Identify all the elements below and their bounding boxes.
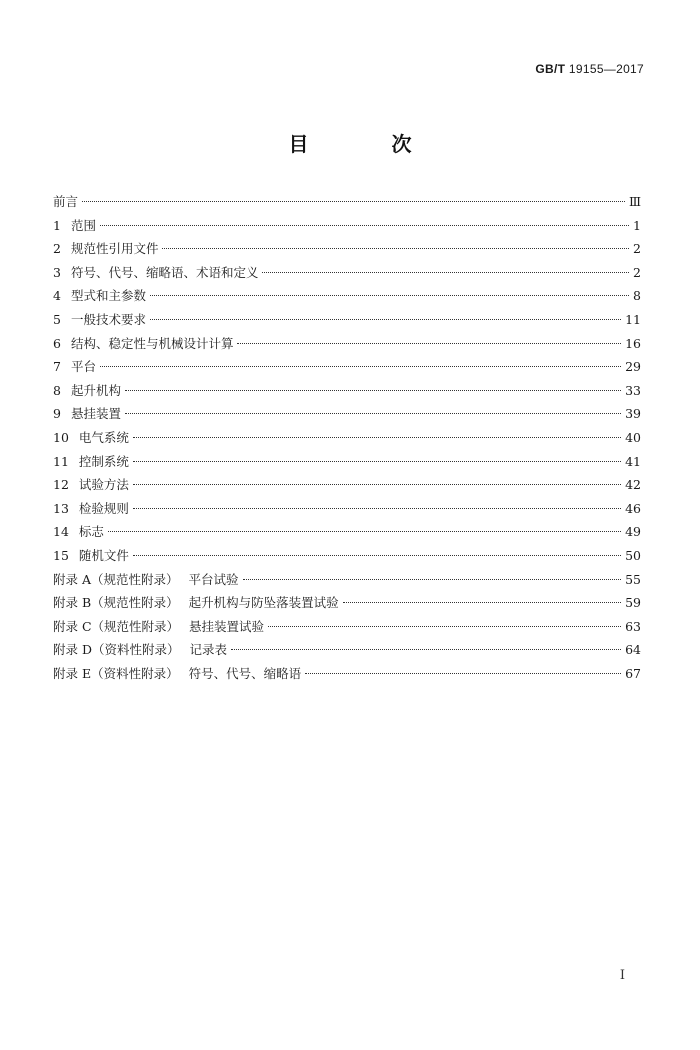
- toc-entry-label: 标志: [78, 524, 104, 540]
- toc-entry-page: 49: [625, 524, 641, 540]
- page-number: I: [619, 968, 625, 983]
- toc-dot-leader: [243, 579, 622, 580]
- toc-entry-page: 59: [625, 595, 641, 611]
- toc-entry-label: 平台试验: [188, 571, 239, 587]
- toc-entry-label: 符号、代号、缩略语: [188, 665, 302, 681]
- toc-entry-label: 结构、稳定性与机械设计计算: [70, 335, 234, 351]
- toc-entry-page: 11: [625, 311, 641, 327]
- toc-dot-leader: [82, 201, 625, 202]
- toc-entry-number: 15: [53, 547, 69, 563]
- toc-title: 目 次: [288, 132, 450, 156]
- toc-entry-page: 33: [625, 382, 641, 398]
- table-of-contents: [53, 190, 641, 685]
- toc-entry-number: 4: [53, 288, 61, 304]
- toc-entry[interactable]: [53, 379, 641, 403]
- toc-entry-number: 附录 D（资料性附录）: [53, 642, 180, 658]
- toc-entry[interactable]: [53, 402, 641, 426]
- toc-entry-number: 1: [53, 217, 61, 233]
- toc-entry[interactable]: [53, 544, 641, 568]
- toc-entry-number: 5: [53, 311, 61, 327]
- toc-dot-leader: [343, 602, 621, 603]
- toc-entry-number: 11: [53, 453, 69, 469]
- standard-number: 19155—2017: [568, 62, 644, 76]
- toc-entry[interactable]: [53, 426, 641, 450]
- toc-dot-leader: [100, 225, 629, 226]
- toc-entry-label: 平台: [70, 359, 96, 375]
- toc-entry-label: 起升机构与防坠落装置试验: [188, 595, 339, 611]
- toc-entry-number: 附录 B（规范性附录）: [53, 595, 179, 611]
- toc-entry-label: 控制系统: [78, 453, 129, 469]
- toc-dot-leader: [162, 248, 629, 249]
- toc-dot-leader: [268, 626, 621, 627]
- toc-entry-page: 67: [625, 665, 641, 681]
- toc-entry-number: 3: [53, 264, 61, 280]
- toc-entry-number: 6: [53, 335, 61, 351]
- toc-dot-leader: [150, 319, 621, 320]
- toc-dot-leader: [133, 508, 621, 509]
- toc-entry-label: 试验方法: [78, 477, 129, 493]
- toc-entry[interactable]: [53, 662, 641, 686]
- toc-entry-page: 46: [625, 500, 641, 516]
- toc-dot-leader: [125, 390, 621, 391]
- toc-entry-number: 10: [53, 429, 69, 445]
- toc-entry-label: 规范性引用文件: [70, 241, 159, 257]
- toc-entry-number: 2: [53, 241, 61, 257]
- toc-entry[interactable]: [53, 355, 641, 379]
- toc-entry-label: 起升机构: [70, 382, 121, 398]
- toc-dot-leader: [237, 343, 621, 344]
- toc-entry-number: 附录 C（规范性附录）: [53, 618, 180, 634]
- toc-entry[interactable]: [53, 237, 641, 261]
- toc-entry-label: 范围: [70, 217, 96, 233]
- toc-entry-page: 42: [625, 477, 641, 493]
- toc-entry-label: 悬挂装置: [70, 406, 121, 422]
- toc-entry[interactable]: [53, 190, 641, 214]
- toc-entry[interactable]: [53, 497, 641, 521]
- toc-dot-leader: [231, 649, 621, 650]
- toc-entry-label: 随机文件: [78, 547, 129, 563]
- toc-dot-leader: [305, 673, 621, 674]
- toc-entry-label: 一般技术要求: [70, 311, 146, 327]
- toc-entry[interactable]: [53, 332, 641, 356]
- toc-entry[interactable]: [53, 308, 641, 332]
- toc-dot-leader: [100, 366, 621, 367]
- toc-entry-page: 50: [625, 547, 641, 563]
- toc-entry[interactable]: [53, 284, 641, 308]
- toc-entry-label: 电气系统: [78, 429, 129, 445]
- toc-entry-label: 悬挂装置试验: [189, 618, 265, 634]
- toc-entry-number: 附录 A（规范性附录）: [53, 571, 179, 587]
- toc-entry[interactable]: [53, 473, 641, 497]
- toc-entry-label: 符号、代号、缩略语、术语和定义: [70, 264, 259, 280]
- toc-entry-label: 记录表: [189, 642, 228, 658]
- toc-entry-page: 40: [625, 429, 641, 445]
- toc-entry[interactable]: [53, 520, 641, 544]
- toc-entry-label: 型式和主参数: [70, 288, 146, 304]
- toc-entry-page: 8: [633, 288, 641, 304]
- toc-entry-number: 8: [53, 382, 61, 398]
- toc-entry-number: 7: [53, 359, 61, 375]
- toc-entry[interactable]: [53, 214, 641, 238]
- toc-dot-leader: [133, 555, 621, 556]
- toc-entry-label: 前言: [53, 194, 79, 209]
- toc-entry[interactable]: [53, 261, 641, 285]
- toc-entry-page: 55: [625, 571, 641, 587]
- toc-entry[interactable]: [53, 615, 641, 639]
- toc-entry-page: 39: [625, 406, 641, 422]
- toc-dot-leader: [133, 461, 621, 462]
- toc-dot-leader: [125, 413, 621, 414]
- toc-dot-leader: [262, 272, 629, 273]
- toc-entry-number: 附录 E（资料性附录）: [53, 665, 179, 681]
- toc-entry-number: 12: [53, 477, 69, 493]
- toc-entry-page: 63: [625, 618, 641, 634]
- toc-dot-leader: [133, 484, 621, 485]
- standard-prefix: GB/T: [535, 62, 566, 76]
- standard-code: [535, 62, 644, 76]
- toc-entry[interactable]: [53, 568, 641, 592]
- toc-entry-page: Ⅲ: [628, 194, 641, 209]
- toc-entry[interactable]: [53, 450, 641, 474]
- toc-dot-leader: [108, 531, 621, 532]
- toc-entry-number: 14: [53, 524, 69, 540]
- toc-dot-leader: [133, 437, 621, 438]
- toc-entry[interactable]: [53, 638, 641, 662]
- toc-entry-page: 29: [625, 359, 641, 375]
- toc-entry-page: 2: [633, 241, 641, 257]
- toc-entry-page: 2: [633, 264, 641, 280]
- toc-entry-page: 41: [625, 453, 641, 469]
- toc-entry-page: 16: [625, 335, 641, 351]
- toc-entry-label: 检验规则: [78, 500, 129, 516]
- toc-entry-page: 1: [633, 217, 641, 233]
- toc-dot-leader: [150, 295, 629, 296]
- toc-entry-number: 9: [53, 406, 61, 422]
- toc-entry-number: 13: [53, 500, 69, 516]
- toc-entry-page: 64: [625, 642, 641, 658]
- toc-entry[interactable]: [53, 591, 641, 615]
